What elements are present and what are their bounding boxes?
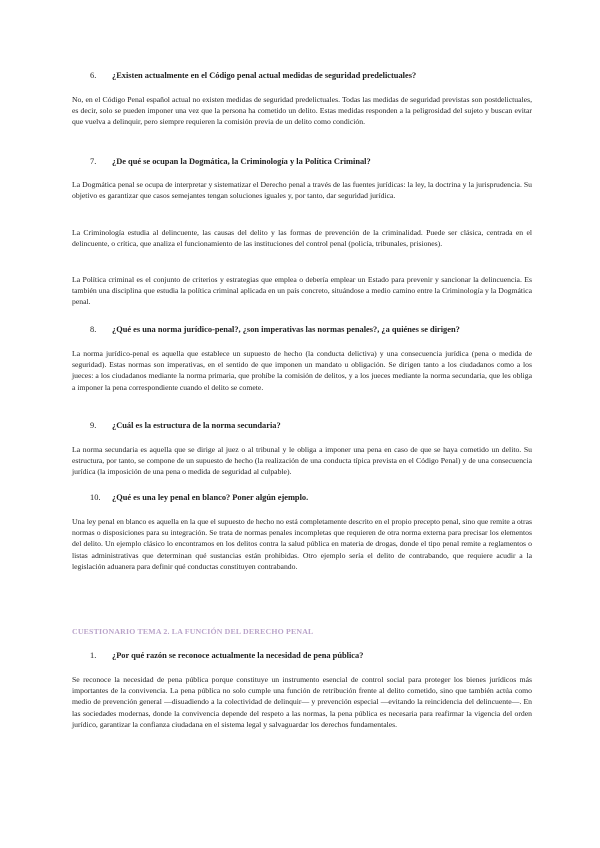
question-text: ¿Qué es una ley penal en blanco? Poner algún ejemplo. (112, 493, 309, 502)
tema2-answer-1-paragraph: Se reconoce la necesidad de pena pública porque constituye un instrumento esencial de control social para proteger los bienes jurídicos más importantes de la convivencia. La pena pública no solo cumple una función de retribución frente al delito cometido, sino que también actúa como medio de prevención general —disuadiendo a la colectividad de delinquir— y prevención especial —evitando la reincidencia del delincuente—. En las sociedades modernas, donde la convivencia depende del respeto a las normas, la pena pública es necesaria para reafirmar la vigencia del orden jurídico, garantizar la confianza ciudadana en el sistema legal y salvaguardar los derechos fundamentales. (72, 675, 532, 729)
question-8 (90, 324, 560, 335)
question-number: 1. (90, 651, 97, 660)
answer-10-paragraph: Una ley penal en blanco es aquella en la que el supuesto de hecho no está completamente descrito en el propio precepto penal, sino que remite a otras normas o disposiciones para su integración. Se trata de normas penales incompletas que requieren de otra norma externa para precisar los elementos del delito. Un ejemplo clásico lo encontramos en los delitos contra la salud pública en materia de drogas, donde el tipo penal remite a reglamentos o listas administrativas que determinan qué sustancias están prohibidas. Otro ejemplo sería el delito de contrabando, que requiere acudir a la legislación aduanera para definir qué conductas constituyen contrabando. (72, 517, 532, 571)
question-number: 8. (90, 325, 97, 334)
question-number: 7. (90, 157, 97, 166)
question-number: 10. (90, 493, 101, 502)
answer-7-paragraph-3: La Política criminal es el conjunto de criterios y estrategias que emplea o debería emplear un Estado para prevenir y sancionar la delincuencia. Es también una disciplina que estudia la política criminal aplicada en un país concreto, situándose a medio camino entre la Criminología y la Dogmática penal. (72, 275, 532, 307)
question-text: ¿Qué es una norma jurídico-penal?, ¿son imperativas las normas penales?, ¿a quiénes se dirigen? (112, 325, 460, 334)
question-number: 9. (90, 421, 97, 430)
question-text: ¿Cuál es la estructura de la norma secundaria? (112, 421, 281, 430)
question-6 (90, 70, 560, 81)
question-text: ¿De qué se ocupan la Dogmática, la Criminología y la Política Criminal? (112, 157, 371, 166)
question-10 (90, 492, 560, 503)
answer-6-paragraph: No, en el Código Penal español actual no existen medidas de seguridad predelictuales. Todas las medidas de seguridad previstas son postdelictuales, es decir, solo se pueden imponer una vez que la persona ha cometido un delito. Estas medidas responden a la peligrosidad del sujeto y buscan evitar que vuelva a delinquir, pero siempre requieren la comisión previa de un delito como condición. (72, 95, 532, 127)
question-number: 6. (90, 71, 97, 80)
question-7 (90, 156, 560, 167)
question-text: ¿Existen actualmente en el Código penal actual medidas de seguridad predelictuales? (112, 71, 417, 80)
question-9 (90, 420, 560, 431)
section-heading-tema-2: CUESTIONARIO TEMA 2. LA FUNCIÓN DEL DERECHO PENAL (72, 627, 314, 636)
tema2-question-1 (90, 650, 560, 661)
answer-7-paragraph-1: La Dogmática penal se ocupa de interpretar y sistematizar el Derecho penal a través de las fuentes jurídicas: la ley, la doctrina y la jurisprudencia. Su objetivo es garantizar que casos semejantes tengan soluciones iguales y, por tanto, dar seguridad jurídica. (72, 180, 532, 201)
answer-9-paragraph: La norma secundaria es aquella que se dirige al juez o al tribunal y le obliga a imponer una pena en caso de que se haya cometido un delito. Su estructura, por tanto, se compone de un supuesto de hecho (la realización de una conducta típica prevista en el Código Penal) y de una consecuencia jurídica (la imposición de una pena o medida de seguridad al culpable). (72, 445, 532, 477)
answer-8-paragraph: La norma jurídico-penal es aquella que establece un supuesto de hecho (la conducta delictiva) y una consecuencia jurídica (pena o medida de seguridad). Estas normas son imperativas, en el sentido de que imponen un mandato u obligación. Se dirigen tanto a los ciudadanos como a los jueces: a los ciudadanos mediante la norma primaria, que prohíbe la comisión de delitos, y a los jueces mediante la norma secundaria, que les obliga a imponer la pena correspondiente cuando el delito se comete. (72, 349, 532, 392)
question-text: ¿Por qué razón se reconoce actualmente la necesidad de pena pública? (112, 651, 364, 660)
answer-7-paragraph-2: La Criminología estudia al delincuente, las causas del delito y las formas de prevención de la criminalidad. Puede ser clásica, centrada en el delincuente, o crítica, que analiza el funcionamiento de las instituciones del control penal (policía, tribunales, prisiones). (72, 228, 532, 249)
